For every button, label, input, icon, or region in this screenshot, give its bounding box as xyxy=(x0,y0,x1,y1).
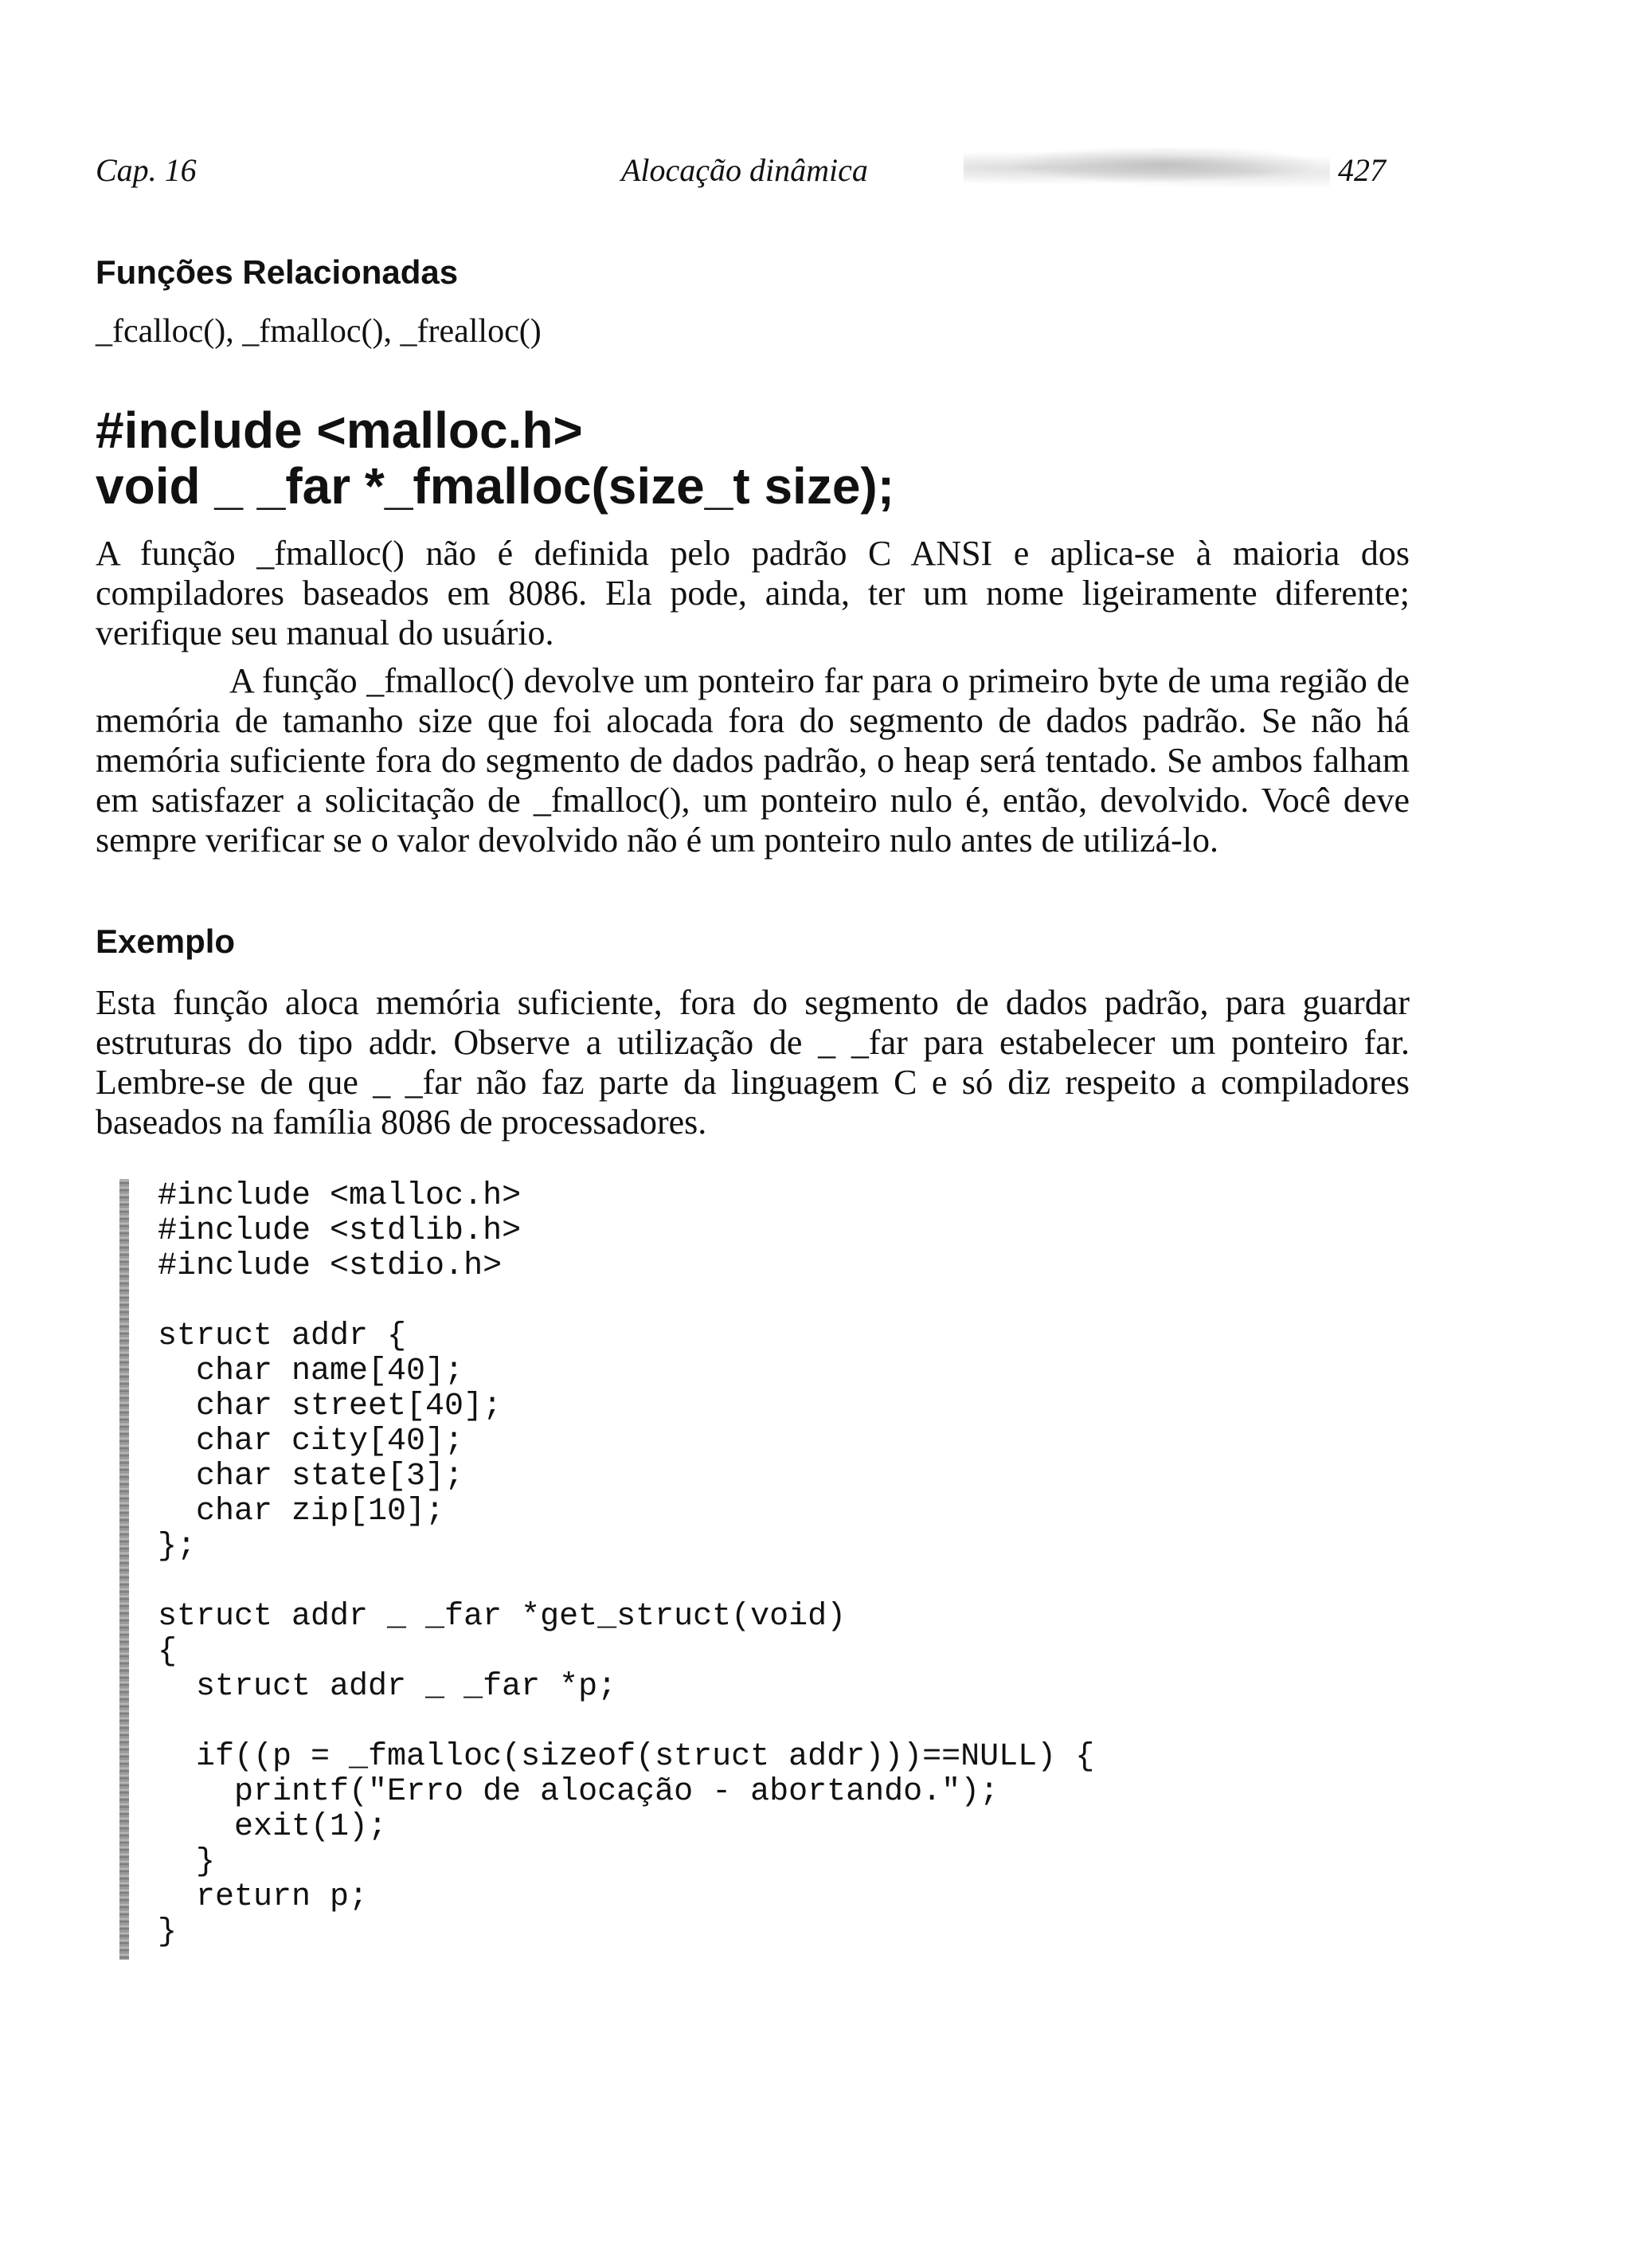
related-functions-heading: Funções Relacionadas xyxy=(96,253,459,291)
chapter-label: Cap. 16 xyxy=(96,152,197,188)
scan-smudge xyxy=(964,148,1330,188)
running-title: Alocação dinâmica xyxy=(621,152,868,188)
description-paragraph-1: A função _fmalloc() não é definida pelo padrão C ANSI e aplica-se à maioria dos compiladores baseados em 8086. Ela pode, ainda, ter um nome ligeiramente diferente; verifique seu manual do usuário. xyxy=(96,534,1410,652)
code-listing: #include <malloc.h> #include <stdlib.h> #include <stdio.h> struct addr { char name[40]; char street[40]; char city[40]; char state[3]; char zip[10]; }; struct addr _ _far *get_struct(void) { struct addr _ _far *p; if((p = _fmalloc(sizeof(struct addr)))==NULL) { printf("Erro de alocação - abortando."); exit(1); } return p; } xyxy=(158,1178,1095,1950)
code-margin-bar xyxy=(119,1179,129,1960)
description-paragraph-2: A função _fmalloc() devolve um ponteiro far para o primeiro byte de uma região de memória de tamanho size que foi alocada fora do segmento de dados padrão. Se não há memória suficiente fora do segmento de dados padrão, o heap será tentado. Se ambos falham em satisfazer a solicitação de _fmalloc(), um ponteiro nulo é, então, devolvido. Você deve sempre verificar se o valor devolvido não é um ponteiro nulo antes de utilizá-lo. xyxy=(96,661,1410,860)
related-functions-list: _fcalloc(), _fmalloc(), _frealloc() xyxy=(96,313,542,350)
example-heading: Exemplo xyxy=(96,922,236,960)
page-number: 427 xyxy=(1338,152,1386,188)
example-paragraph: Esta função aloca memória suficiente, fora do segmento de dados padrão, para guardar estruturas do tipo addr. Observe a utilização de _ _far para estabelecer um ponteiro far. Lembre-se de que _ _far não faz parte da linguagem C e só diz respeito a compiladores baseados na família 8086 de processadores. xyxy=(96,983,1410,1142)
prototype-signature: void _ _far *_fmalloc(size_t size); xyxy=(96,457,895,515)
page-header xyxy=(96,151,1386,199)
prototype-include: #include <malloc.h> xyxy=(96,402,583,459)
